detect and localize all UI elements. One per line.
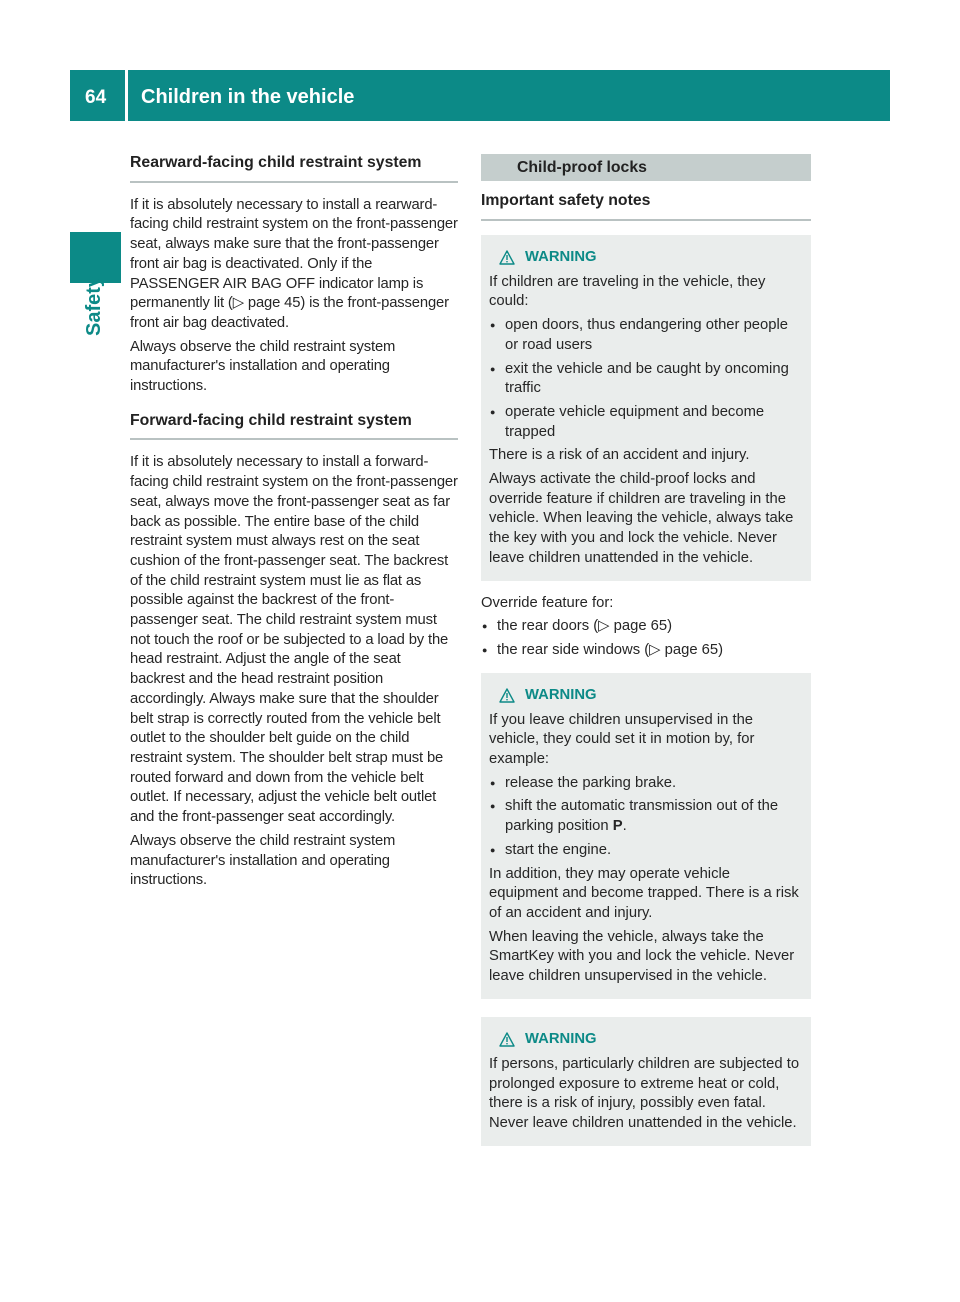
warning-header (489, 247, 803, 269)
rearward-paragraph-2: Always observe the child restraint system manufacturer's installation and operating instructions. (130, 338, 396, 395)
warning-label: WARNING (525, 248, 597, 265)
list-item-text: shift the automatic transmission out of the parking position (505, 798, 779, 835)
rearward-heading: Rearward-facing child restraint system (130, 153, 458, 183)
side-section-label: Safety (83, 275, 105, 336)
header-divider (125, 70, 128, 121)
warning-2-intro: If you leave children unsupervised in the vehicle, they could set it in motion by, for example: (489, 711, 755, 768)
warning-2-advice: When leaving the vehicle, always take the SmartKey with you and lock the vehicle. Never leave children unsupervised in the vehicle. (489, 928, 795, 985)
list-item: ● exit the vehicle and be caught by oncoming traffic (489, 360, 803, 399)
page-number: 64 (85, 87, 107, 108)
safety-notes-heading: Important safety notes (481, 191, 811, 221)
warning-2-list (489, 774, 803, 861)
rearward-paragraph-1: If it is absolutely necessary to install a rearward-facing child restraint system on the front-passenger seat, always make sure that the front-passenger front air bag is deactivated. Only if the PASSENGER AIR BAG OFF indicator lamp is permanently lit (▷ page 45) is the front-passenger front air bag deactivated. (130, 196, 458, 331)
warning-3-text: If persons, particularly children are subjected to prolonged exposure to extreme heat or cold, there is a risk of injury, possibly even fatal. Never leave children unattended in the vehicle. (489, 1055, 800, 1131)
warning-label: WARNING (525, 1030, 597, 1047)
forward-heading: Forward-facing child restraint system (130, 411, 458, 441)
warning-1-intro: If children are traveling in the vehicle, they could: (489, 273, 766, 310)
warning-triangle-icon (499, 250, 515, 265)
warning-header (489, 1029, 803, 1051)
forward-paragraph-1: If it is absolutely necessary to install a forward-facing child restraint system on the front-passenger seat, always move the front-passenger seat as far back as possible. The entire base of the child restraint system must always rest on the seat cushion of the front-passenger seat. The backrest of the child restraint system must lie as flat as possible against the backrest of the front-passenger seat. The child restraint system must not touch the roof or be subjected to a load by the head restraint. Adjust the angle of the seat backrest and the head restraint position accordingly. Always make sure that the shoulder belt strap is correctly routed from the vehicle belt outlet to the shoulder belt guide on the child restraint system. The shoulder belt strap must be routed forward and down from the vehicle belt outlet. If necessary, adjust the vehicle belt outlet and the front-passenger seat accordingly. (130, 454, 458, 826)
warning-box-3 (481, 1017, 811, 1146)
warning-1-list (489, 316, 803, 442)
warning-box-2 (481, 673, 811, 999)
list-item: ● start the engine. (489, 841, 803, 861)
warning-label: WARNING (525, 686, 597, 703)
warning-1-risk: There is a risk of an accident and injury. (489, 447, 750, 464)
warning-header (489, 685, 803, 707)
list-item: ● operate vehicle equipment and become trapped (489, 403, 803, 442)
override-intro: Override feature for: (481, 594, 614, 611)
list-item-text-end: . (622, 818, 627, 835)
list-item: ● the rear side windows (▷ page 65) (481, 641, 811, 661)
warning-box-1 (481, 235, 811, 581)
right-column (481, 154, 811, 1159)
left-column (130, 153, 458, 895)
gear-position-p: P (612, 818, 623, 835)
list-item (489, 797, 803, 836)
forward-paragraph-2: Always observe the child restraint system manufacturer's installation and operating instructions. (130, 832, 396, 889)
list-item: ● the rear doors (▷ page 65) (481, 617, 811, 637)
override-list (481, 617, 811, 660)
list-item: ● open doors, thus endangering other people or road users (489, 316, 803, 355)
warning-1-advice: Always activate the child-proof locks and override feature if children are traveling in the vehicle. When leaving the vehicle, always take the key with you and lock the vehicle. Never leave children unattended in the vehicle. (489, 471, 794, 566)
chapter-title: Children in the vehicle (141, 86, 355, 108)
section-title-bar: Child-proof locks (481, 154, 811, 181)
warning-2-risk: In addition, they may operate vehicle equipment and become trapped. There is a risk of an accident and injury. (489, 865, 799, 921)
warning-triangle-icon (499, 688, 515, 703)
warning-triangle-icon (499, 1032, 515, 1047)
list-item: ● release the parking brake. (489, 774, 803, 794)
